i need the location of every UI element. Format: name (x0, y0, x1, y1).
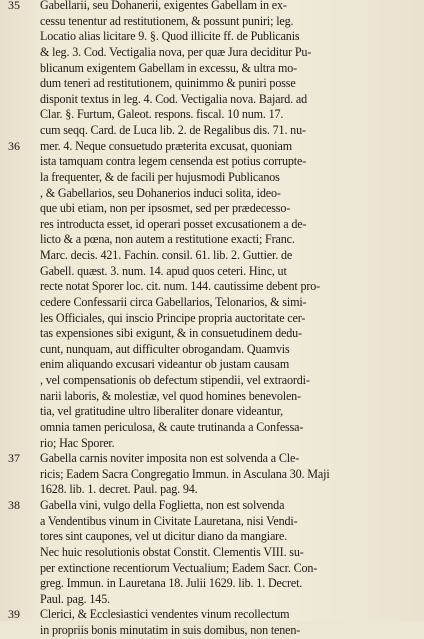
text-line: tia, vel gratitudine ultro liberaliter donare videantur, (40, 404, 283, 419)
paragraph-number: 36 (8, 138, 20, 153)
text-line: Marc. decis. 421. Fachin. consil. 61. lib. 2. Guttier. de (40, 248, 293, 262)
text-line: Paul. pag. 145. (40, 591, 110, 606)
text-line: Gabella carnis noviter imposita non est solvenda a Cle- (40, 451, 300, 466)
text-line: blicanum exigentem Gabellam in excessu, & ultra mo- (40, 60, 297, 75)
text-line: ista tamquam contra legem censenda est potius corrupte- (40, 154, 307, 169)
paragraph (8, 498, 414, 607)
text-line: Locatio alias licitare 9. §. Quod illicite ff. de Publicanis (40, 29, 300, 44)
text-line: , vel compensationis ob defectum stipendii, vel extraordi- (40, 373, 310, 387)
text-line: Nec huic resolutionis obstat Constit. Clementis VIII. su- (40, 544, 304, 559)
text-line: licto & a pœna, non autem a restitutione exacti; Franc. (40, 232, 295, 247)
text-line: dum teneri ad restitutionem, quinimmo & puniri posse (40, 76, 296, 91)
text-line: cum seqq. Card. de Luca lib. 2. de Regalibus dis. 71. nu- (40, 123, 306, 137)
text-line: omnia tamen periculosa, & caute trutinanda a Confessa- (40, 419, 304, 434)
text-line: in propriis bonis minutatim in suis domibus, non tenen- (40, 623, 301, 637)
text-line: Clerici, & Ecclesiastici vendentes vinum recollectum (40, 607, 290, 622)
text-line: tas expensiones sibi exigunt, & in consuetudinem dedu- (40, 326, 302, 341)
text-line: Gabellarii, seu Dohanerii, exigentes Gabellam in ex- (40, 0, 287, 12)
text-line: que ubi etiam, non per ipsosmet, sed per prædecesso- (40, 201, 291, 216)
text-line: per extinctione recentiorum Vectualium; Eadem Sacr. Con- (40, 560, 318, 575)
paragraph-number: 38 (8, 498, 20, 512)
text-line: cessu tenentur ad restitutionem, & possunt puniri; leg. (40, 13, 294, 28)
text-line: , & Gabellarios, seu Dohanerios induci solita, ideo- (40, 185, 281, 200)
paragraph-number: 39 (8, 607, 20, 622)
text-line: Gabell. quæst. 3. num. 14. apud quos ceteri. Hinc, ut (40, 263, 287, 278)
paragraph (8, 138, 414, 452)
text-line: greg. Immun. in Lauretana 18. Julii 1629. lib. 1. Decret. (40, 576, 303, 591)
text-line: enim aliquando excusari videantur ob justam causam (40, 357, 290, 372)
text-line: recte notat Sporer loc. cit. num. 144. cautissime debent pro- (40, 279, 321, 294)
text-line: 1628. lib. 1. decret. Paul. pag. 94. (40, 482, 198, 497)
text-line: Clar. §. Furtum, Galeot. respons. fiscal. 10 num. 17. (40, 107, 284, 122)
paragraph (8, 607, 414, 638)
paragraph (8, 451, 414, 498)
text-line: les Officiales, qui inscio Principe propria auctoritate cer- (40, 310, 306, 325)
paragraph-number: 35 (8, 0, 20, 12)
text-line: Gabella vini, vulgo della Foglietta, non est solvenda (40, 498, 285, 512)
paragraph-number: 37 (8, 451, 20, 466)
text-line: cedere Confessarii circa Gabellarios, Telonarios, & simi- (40, 294, 307, 309)
paragraph (8, 0, 414, 139)
text-line: mer. 4. Neque consuetudo præterita excusat, quoniam (40, 138, 292, 153)
text-line: disponit textus in leg. 4. Cod. Vectigalia nova. Bajard. ad (40, 91, 308, 106)
text-line: ricis; Eadem Sacra Congregatio Immun. in Asculana 30. Maji (40, 466, 330, 481)
text-line: rio; Hac Sporer. (40, 435, 115, 450)
text-line: cunt, nunquam, aut difficulter obrogandam. Quamvis (40, 341, 290, 356)
text-line: res introducta esset, id operari posset excusationem a de- (40, 216, 307, 231)
text-line: la frequenter, & de facili per hujusmodi Publicanos (40, 169, 280, 184)
text-line: tores sint caupones, vel ut dicitur diano da mangiare. (40, 529, 288, 544)
text-line: & leg. 3. Cod. Vectigalia nova, per quæ Jura deciditur Pu- (40, 44, 312, 59)
text-line: a Vendentibus vinum in Civitate Lauretana, nisi Vendi- (40, 513, 298, 528)
text-line: narii laboris, & molestiæ, vel quod homines benevolen- (40, 388, 301, 403)
